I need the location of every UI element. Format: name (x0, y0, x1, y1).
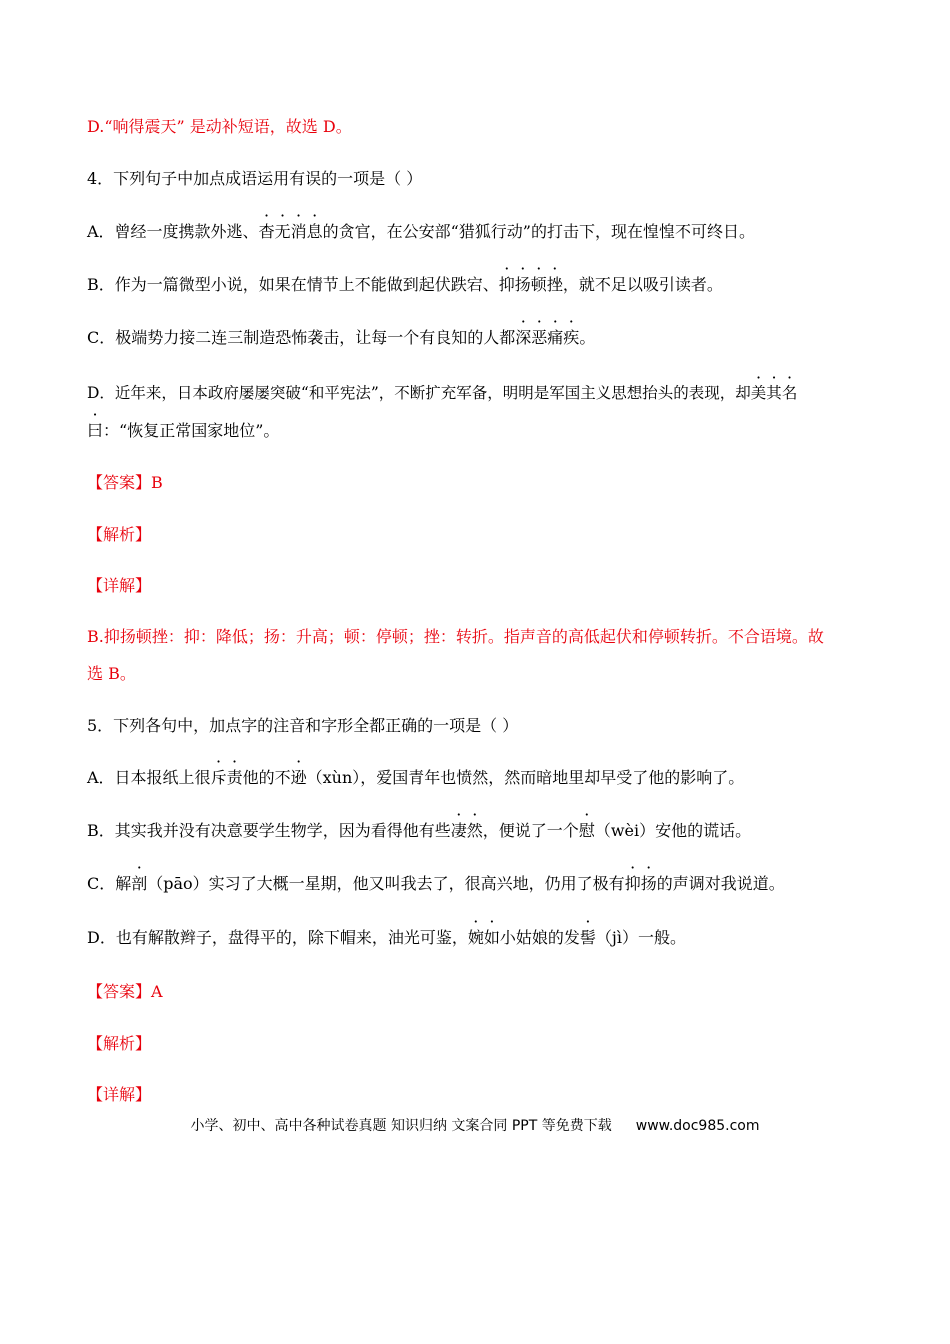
q5-b-dotted-char: 凄 (450, 821, 467, 840)
q4-c-dotted-char: 深 (515, 328, 532, 347)
q4-option-b (87, 274, 867, 296)
q4-a-post: 的贪官，在公安部“猎狐行动”的打击下，现在惶惶不可终日。 (322, 222, 755, 241)
q4-d-dotted-char: 名 (781, 384, 798, 402)
q5-d-dotted-char: 髻 (579, 928, 596, 947)
q5-detail-label: 【详解】 (87, 1085, 152, 1104)
q4-option-a (87, 221, 867, 243)
q4-b-dotted-char: 扬 (514, 275, 531, 294)
q5-a-post: （xùn），爱国青年也愤然，然而暗地里却早受了他的影响了。 (306, 768, 745, 787)
q4-c-dotted-char: 疾 (563, 328, 580, 347)
q5-b-mid: ，便说了一个 (482, 821, 579, 840)
q4-c-pre: C．极端势力接二连三制造恐怖袭击，让每一个有良知的人都 (87, 328, 516, 347)
q4-answer: 【答案】B (87, 473, 163, 492)
q4-explanation-line2: 选 B。 (87, 664, 136, 683)
q4-d-dotted-char: 美 (750, 384, 767, 402)
q5-c-mid: （pāo）实习了大概一星期，他又叫我去了，很高兴地，仍用了极有 (147, 874, 625, 893)
q5-answer: 【答案】A (87, 982, 163, 1001)
q4-option-d-line2 (87, 420, 867, 442)
page-footer (0, 1116, 950, 1136)
q5-option-d (87, 927, 867, 949)
q4-d-post: ：“恢复正常国家地位”。 (103, 421, 280, 440)
q5-option-c (87, 873, 867, 895)
q4-option-d-line1 (87, 382, 867, 404)
q5-a-pre: A．日本报纸上很 (87, 768, 211, 787)
q4-c-post: 。 (579, 328, 596, 347)
q4-a-dotted-char: 杳 (258, 222, 275, 241)
q5-d-dotted-char: 如 (483, 928, 500, 947)
q4-detail-label: 【详解】 (87, 576, 152, 595)
q4-c-dotted-char: 恶 (531, 328, 548, 347)
q4-d-pre: D．近年来，日本政府屡屡突破“和平宪法”，不断扩充军备，明明是军国主义思想抬头的表现，却 (87, 384, 751, 402)
q5-b-dotted-char: 然 (466, 821, 483, 840)
q4-b-dotted-char: 顿 (530, 275, 547, 294)
q5-a-mid: 他的不 (242, 768, 291, 787)
q5-b-dotted-char: 慰 (578, 821, 595, 840)
q4-a-dotted-char: 消 (290, 222, 307, 241)
q5-d-mid: 小姑娘的发 (499, 928, 580, 947)
q5-b-post: （wèi）安他的谎话。 (594, 821, 752, 840)
q4-d-dotted-char: 曰 (87, 421, 104, 440)
q5-d-post: （jì）一般。 (595, 928, 686, 947)
q5-c-dotted-char: 剖 (131, 874, 148, 893)
q4-analysis-label: 【解析】 (87, 525, 152, 544)
q4-option-c (87, 327, 867, 349)
q5-a-dotted-char: 斥 (210, 768, 227, 787)
q4-b-dotted-char: 挫 (546, 275, 563, 294)
q4-b-dotted-char: 抑 (498, 275, 515, 294)
q5-c-pre: C．解 (87, 874, 132, 893)
q5-option-b (87, 820, 867, 842)
footer-text: 小学、初中、高中各种试卷真题 知识归纳 文案合同 PPT 等免费下载 (190, 1118, 612, 1134)
q5-analysis-label: 【解析】 (87, 1034, 152, 1053)
q4-c-dotted-char: 痛 (547, 328, 564, 347)
q4-a-dotted-char: 息 (306, 222, 323, 241)
q4-d-dotted-char: 其 (766, 384, 782, 402)
q5-a-dotted-char: 责 (226, 768, 243, 787)
previous-answer-note: D.“响得震天” 是动补短语，故选 D。 (87, 117, 352, 136)
q5-d-pre: D．也有解散辫子，盘得平的，除下帽来，油光可鉴， (87, 928, 468, 947)
q5-c-dotted-char: 抑 (624, 874, 641, 893)
q5-a-dotted-char: 逊 (290, 768, 307, 787)
q4-stem: 4．下列句子中加点成语运用有误的一项是（ ） (87, 169, 423, 188)
q5-b-pre: B．其实我并没有决意要学生物学，因为看得他有些 (87, 821, 451, 840)
q5-option-a (87, 767, 867, 789)
q5-d-dotted-char: 婉 (467, 928, 484, 947)
q5-stem: 5．下列各句中，加点字的注音和字形全都正确的一项是（ ） (87, 716, 519, 735)
q4-a-dotted-char: 无 (274, 222, 291, 241)
q4-b-post: ，就不足以吸引读者。 (562, 275, 723, 294)
q5-c-dotted-char: 扬 (640, 874, 657, 893)
q4-a-pre: A．曾经一度携款外逃、 (87, 222, 259, 241)
footer-url[interactable]: www.doc985.com (635, 1118, 760, 1134)
q4-explanation-line1: B.抑扬顿挫：抑：降低；扬：升高；顿：停顿；挫：转折。指声音的高低起伏和停顿转折。不合语境。故 (87, 627, 824, 646)
q4-b-pre: B．作为一篇微型小说，如果在情节上不能做到起伏跌宕、 (87, 275, 499, 294)
q5-c-post: 的声调对我说道。 (656, 874, 785, 893)
